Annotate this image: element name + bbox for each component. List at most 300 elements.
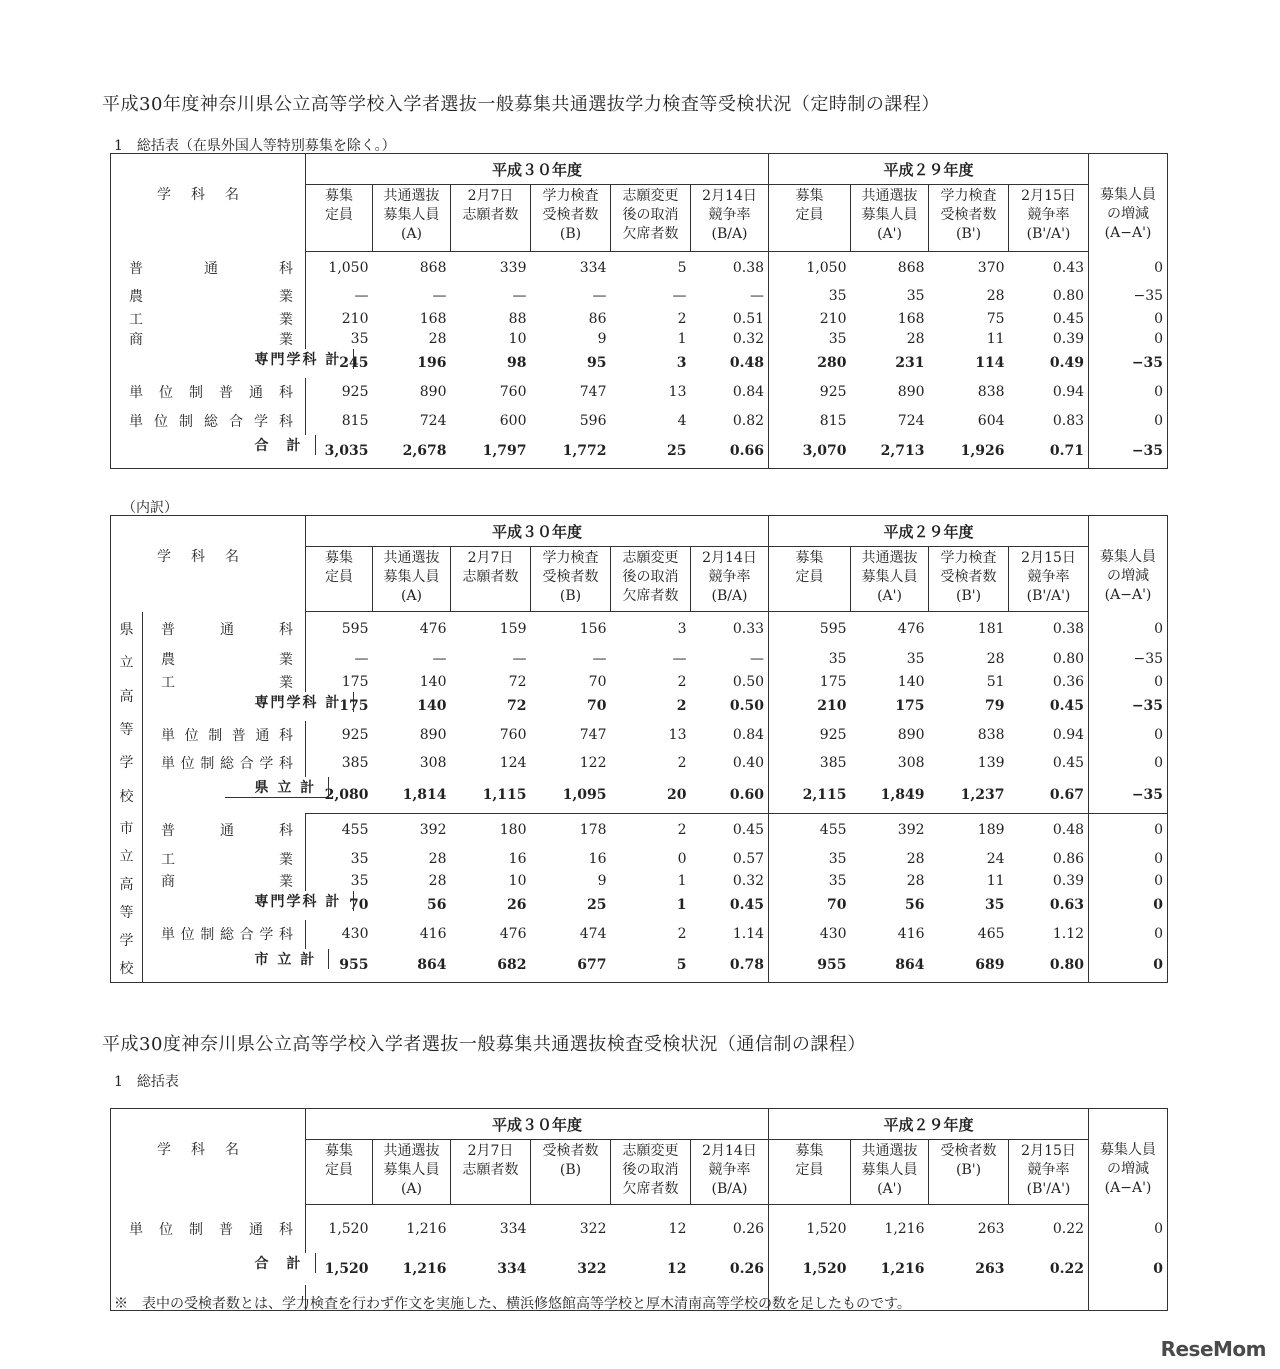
table-caption-summary-tsushinsei: 1 総括表 bbox=[114, 1074, 179, 1090]
value-cell: 334 bbox=[499, 1220, 527, 1237]
value-cell: 25 bbox=[667, 443, 687, 460]
header-year-h29: 平成２９年度 bbox=[769, 1109, 1089, 1140]
value-cell: 890 bbox=[419, 384, 447, 400]
value-cell: 245 bbox=[339, 355, 369, 371]
value-cell: 0.84 bbox=[691, 721, 769, 750]
value-cell: 0.26 bbox=[691, 1205, 769, 1253]
value-cell: 596 bbox=[579, 412, 607, 429]
table-row bbox=[111, 871, 1168, 891]
value-cell: 72 bbox=[508, 673, 527, 690]
value-cell: — bbox=[672, 651, 687, 667]
value-cell: 263 bbox=[977, 1220, 1005, 1237]
value-cell: 689 bbox=[975, 957, 1005, 974]
value-cell: 385 bbox=[819, 755, 847, 771]
value-cell: 0.45 bbox=[1009, 692, 1089, 721]
value-cell: 1.12 bbox=[1009, 920, 1089, 949]
value-cell: 1,814 bbox=[373, 777, 451, 814]
value-cell: 25 bbox=[587, 897, 607, 913]
value-cell: 168 bbox=[897, 310, 925, 327]
value-cell: 70 bbox=[588, 673, 607, 690]
value-cell: 1,216 bbox=[880, 1260, 925, 1277]
header-col-h30: 学力検査 受検者数 (B) bbox=[531, 185, 611, 252]
value-cell: 35 bbox=[828, 330, 847, 347]
value-cell: 392 bbox=[897, 822, 925, 839]
section-title-tsushinsei: 平成30度神奈川県公立高等学校入学者選抜一般募集共通選抜検査受検状況（通信制の課程） bbox=[102, 1034, 866, 1055]
table-row bbox=[111, 920, 1168, 949]
department-name: 単位制普通科 bbox=[111, 1205, 306, 1253]
value-cell: 0 bbox=[1154, 1220, 1164, 1237]
header-department-name: 学科名 bbox=[111, 516, 306, 612]
value-cell: — bbox=[672, 288, 687, 304]
header-col-h29: 募集 定員 bbox=[769, 1140, 851, 1205]
value-cell: 0.83 bbox=[1009, 407, 1089, 435]
value-cell: 0.40 bbox=[691, 750, 769, 777]
value-cell: 864 bbox=[417, 957, 447, 974]
value-cell: 0 bbox=[1154, 259, 1164, 276]
value-cell: 13 bbox=[668, 727, 687, 743]
resemom-logo: ReseMom bbox=[1160, 1337, 1266, 1361]
value-cell: 0.60 bbox=[691, 777, 769, 814]
department-name: 商 業 bbox=[111, 329, 306, 349]
department-name: 県 立 計 bbox=[225, 777, 330, 798]
group-char: 学 bbox=[119, 755, 134, 772]
value-cell: 322 bbox=[577, 1260, 607, 1277]
value-cell: 1,050 bbox=[806, 259, 847, 276]
subtotal-row bbox=[111, 692, 1168, 721]
value-cell: 0.36 bbox=[1009, 672, 1089, 692]
value-cell: 3 bbox=[676, 355, 687, 371]
table-row bbox=[111, 1205, 1168, 1253]
value-cell: 0.82 bbox=[691, 407, 769, 435]
department-name: 単位制総合学科 bbox=[111, 407, 306, 435]
value-cell: 1 bbox=[677, 330, 687, 347]
value-cell: 465 bbox=[977, 926, 1005, 942]
value-cell: 1,050 bbox=[328, 259, 369, 276]
value-cell: 56 bbox=[905, 897, 925, 913]
school-group-label bbox=[111, 814, 143, 983]
header-col-h30: 志願変更 後の取消 欠席者数 bbox=[611, 185, 691, 252]
group-char: 等 bbox=[119, 722, 134, 739]
value-cell: 0.50 bbox=[691, 672, 769, 692]
value-cell: 13 bbox=[668, 384, 687, 400]
value-cell: 925 bbox=[341, 384, 369, 400]
school-group-label-text bbox=[111, 814, 142, 982]
department-name: 普 通 科 bbox=[143, 814, 306, 847]
header-col-h30: 2月7日 志願者数 bbox=[451, 1140, 531, 1205]
department-name: 農 業 bbox=[111, 284, 306, 309]
table-row bbox=[111, 407, 1168, 435]
value-cell: 86 bbox=[588, 310, 607, 327]
value-cell: — bbox=[512, 651, 527, 667]
value-cell: 0.45 bbox=[1009, 750, 1089, 777]
value-cell: −35 bbox=[1133, 288, 1164, 304]
value-cell: 1,520 bbox=[802, 1260, 847, 1277]
value-cell: 955 bbox=[339, 957, 369, 974]
table-row bbox=[111, 750, 1168, 777]
header-col-h30: 共通選抜 募集人員 (A) bbox=[373, 1140, 451, 1205]
value-cell: 1,797 bbox=[482, 443, 527, 460]
header-capacity-change: 募集人員 の増減 (A−A') bbox=[1089, 1109, 1168, 1205]
table-row bbox=[111, 252, 1168, 284]
header-col-h30: 2月14日 競争率 (B/A) bbox=[691, 1140, 769, 1205]
header-col-h30: 受検者数 (B) bbox=[531, 1140, 611, 1205]
header-year-h29: 平成２９年度 bbox=[769, 516, 1089, 547]
table-row bbox=[111, 814, 1168, 847]
value-cell: 0 bbox=[1154, 330, 1164, 347]
department-name: 単位制総合学科 bbox=[143, 920, 306, 949]
department-name: 単位制普通科 bbox=[111, 378, 306, 407]
value-cell: −35 bbox=[1131, 698, 1164, 714]
department-name: 工 業 bbox=[111, 309, 306, 329]
school-group-label bbox=[111, 612, 143, 814]
value-cell: 0 bbox=[1154, 621, 1164, 637]
value-cell: 72 bbox=[507, 698, 527, 714]
value-cell: 334 bbox=[579, 259, 607, 276]
department-name: 市 立 計 bbox=[225, 949, 330, 969]
value-cell: −35 bbox=[1133, 651, 1164, 667]
header-col-h29: 学力検査 受検者数 (B') bbox=[929, 547, 1009, 612]
value-cell: 3,035 bbox=[324, 443, 369, 460]
value-cell: 98 bbox=[507, 355, 527, 371]
value-cell: 0.39 bbox=[1009, 329, 1089, 349]
value-cell: 385 bbox=[341, 755, 369, 771]
value-cell: 815 bbox=[341, 412, 369, 429]
value-cell: 0 bbox=[1154, 310, 1164, 327]
value-cell: 0.94 bbox=[1009, 378, 1089, 407]
value-cell: 0.48 bbox=[1009, 814, 1089, 847]
table-row bbox=[111, 309, 1168, 329]
footnote: ※ 表中の受検者数とは、学力検査を行わず作文を実施した、横浜修悠館高等学校と厚木清南高等学校の数を足したものです。 bbox=[114, 1296, 911, 1312]
department-name: 工 業 bbox=[143, 672, 306, 692]
value-cell: 2,115 bbox=[769, 777, 851, 814]
spacer-cell bbox=[929, 1285, 1009, 1311]
value-cell: 11 bbox=[986, 872, 1005, 889]
header-col-h30: 志願変更 後の取消 欠席者数 bbox=[611, 547, 691, 612]
header-col-h29: 共通選抜 募集人員 (A') bbox=[851, 185, 929, 252]
group-char: 学 bbox=[119, 932, 134, 949]
value-cell: 28 bbox=[428, 850, 447, 867]
value-cell: 35 bbox=[828, 651, 847, 667]
value-cell: 1,520 bbox=[328, 1220, 369, 1237]
value-cell: 0 bbox=[1154, 412, 1164, 429]
value-cell: — bbox=[432, 288, 447, 304]
value-cell: 139 bbox=[977, 755, 1005, 771]
value-cell: 28 bbox=[906, 330, 925, 347]
subtotal-row bbox=[111, 949, 1168, 983]
value-cell: 168 bbox=[419, 310, 447, 327]
table-row bbox=[111, 847, 1168, 871]
value-cell: 476 bbox=[499, 926, 527, 942]
value-cell: 0 bbox=[1154, 384, 1164, 400]
value-cell: — bbox=[354, 651, 369, 667]
department-name: 単位制普通科 bbox=[143, 721, 306, 750]
department-name: 単位制総合学科 bbox=[143, 750, 306, 777]
value-cell: 28 bbox=[986, 288, 1005, 304]
header-col-h30: 志願変更 後の取消 欠席者数 bbox=[611, 1140, 691, 1205]
value-cell: 600 bbox=[499, 412, 527, 429]
value-cell: 175 bbox=[819, 673, 847, 690]
value-cell: 0.57 bbox=[691, 847, 769, 871]
value-cell: 75 bbox=[986, 310, 1005, 327]
value-cell: 0 bbox=[1154, 850, 1164, 867]
value-cell: 181 bbox=[977, 621, 1005, 638]
header-col-h30: 2月14日 競争率 (B/A) bbox=[691, 185, 769, 252]
value-cell: 476 bbox=[419, 621, 447, 638]
value-cell: 308 bbox=[897, 755, 925, 771]
table-row bbox=[111, 329, 1168, 349]
value-cell: 9 bbox=[597, 330, 607, 347]
value-cell: 0.22 bbox=[1009, 1253, 1089, 1285]
value-cell: 51 bbox=[986, 673, 1005, 690]
value-cell: 1 bbox=[676, 897, 687, 913]
value-cell: 0 bbox=[1153, 1260, 1164, 1277]
value-cell: 263 bbox=[975, 1260, 1005, 1277]
value-cell: 1,216 bbox=[402, 1260, 447, 1277]
value-cell: 0.66 bbox=[691, 435, 769, 469]
group-char: 立 bbox=[119, 655, 134, 672]
header-year-h29: 平成２９年度 bbox=[769, 154, 1089, 185]
value-cell: 35 bbox=[350, 330, 369, 347]
value-cell: −35 bbox=[1131, 443, 1164, 460]
value-cell: 0 bbox=[1154, 926, 1164, 942]
value-cell: 0.32 bbox=[691, 871, 769, 891]
value-cell: 747 bbox=[579, 384, 607, 400]
value-cell: 1,520 bbox=[806, 1220, 847, 1237]
value-cell: 140 bbox=[897, 673, 925, 690]
value-cell: 114 bbox=[975, 355, 1005, 371]
table-row bbox=[111, 647, 1168, 672]
value-cell: 2,080 bbox=[306, 777, 373, 814]
value-cell: 35 bbox=[985, 897, 1005, 913]
value-cell: 1,772 bbox=[562, 443, 607, 460]
value-cell: 210 bbox=[819, 310, 847, 327]
value-cell: 1,095 bbox=[531, 777, 611, 814]
value-cell: 178 bbox=[579, 822, 607, 839]
school-group-label-text bbox=[111, 613, 142, 813]
value-cell: 70 bbox=[349, 897, 369, 913]
group-char: 校 bbox=[119, 960, 134, 977]
value-cell: 28 bbox=[428, 872, 447, 889]
value-cell: 925 bbox=[341, 727, 369, 743]
value-cell: 890 bbox=[897, 727, 925, 743]
spacer-cell bbox=[1089, 1285, 1168, 1311]
header-col-h30: 2月14日 競争率 (B/A) bbox=[691, 547, 769, 612]
value-cell: 0 bbox=[1154, 755, 1164, 771]
value-cell: 0.84 bbox=[691, 378, 769, 407]
value-cell: 0.67 bbox=[1009, 777, 1089, 814]
value-cell: 747 bbox=[579, 727, 607, 743]
value-cell: 26 bbox=[507, 897, 527, 913]
header-col-h29: 学力検査 受検者数 (B') bbox=[929, 185, 1009, 252]
value-cell: 868 bbox=[897, 259, 925, 276]
value-cell: 416 bbox=[897, 926, 925, 942]
value-cell: — bbox=[691, 647, 769, 672]
value-cell: 760 bbox=[499, 727, 527, 743]
table-row bbox=[111, 612, 1168, 647]
value-cell: 0.43 bbox=[1009, 252, 1089, 284]
group-char: 県 bbox=[119, 622, 134, 639]
value-cell: 724 bbox=[419, 412, 447, 429]
value-cell: 0.22 bbox=[1009, 1205, 1089, 1253]
department-name: 農 業 bbox=[143, 647, 306, 672]
value-cell: 231 bbox=[895, 355, 925, 371]
value-cell: 815 bbox=[819, 412, 847, 429]
value-cell: 2 bbox=[676, 698, 687, 714]
value-cell: 2 bbox=[677, 310, 687, 327]
value-cell: — bbox=[432, 651, 447, 667]
value-cell: 189 bbox=[977, 822, 1005, 839]
value-cell: 1,115 bbox=[451, 777, 531, 814]
value-cell: 28 bbox=[986, 651, 1005, 667]
value-cell: 35 bbox=[350, 872, 369, 889]
value-cell: — bbox=[512, 288, 527, 304]
value-cell: 0.80 bbox=[1009, 284, 1089, 309]
value-cell: 175 bbox=[895, 698, 925, 714]
header-year-h30: 平成３０年度 bbox=[306, 154, 769, 185]
value-cell: 35 bbox=[828, 288, 847, 304]
header-col-h30: 共通選抜 募集人員 (A) bbox=[373, 185, 451, 252]
header-department-name: 学科名 bbox=[111, 1109, 306, 1205]
value-cell: 868 bbox=[419, 259, 447, 276]
value-cell: 838 bbox=[977, 727, 1005, 743]
value-cell: 864 bbox=[895, 957, 925, 974]
value-cell: 16 bbox=[508, 850, 527, 867]
department-name: 普 通 科 bbox=[143, 612, 306, 647]
value-cell: 3,070 bbox=[802, 443, 847, 460]
value-cell: 12 bbox=[668, 1220, 687, 1237]
value-cell: 0.49 bbox=[1009, 349, 1089, 378]
department-name: 専門学科 計 bbox=[225, 692, 355, 712]
value-cell: 0.63 bbox=[1009, 891, 1089, 920]
header-year-h30: 平成３０年度 bbox=[306, 1109, 769, 1140]
value-cell: 682 bbox=[497, 957, 527, 974]
value-cell: 9 bbox=[597, 872, 607, 889]
value-cell: 334 bbox=[497, 1260, 527, 1277]
value-cell: 1,849 bbox=[851, 777, 929, 814]
value-cell: 890 bbox=[419, 727, 447, 743]
value-cell: 3 bbox=[677, 621, 687, 638]
value-cell: 35 bbox=[906, 288, 925, 304]
header-col-h30: 募集 定員 bbox=[306, 547, 373, 612]
table-row bbox=[111, 721, 1168, 750]
value-cell: 28 bbox=[428, 330, 447, 347]
value-cell: 595 bbox=[341, 621, 369, 638]
value-cell: 0 bbox=[677, 850, 687, 867]
value-cell: 474 bbox=[579, 926, 607, 942]
group-char: 等 bbox=[119, 904, 134, 921]
value-cell: 10 bbox=[508, 330, 527, 347]
value-cell: 0.48 bbox=[691, 349, 769, 378]
value-cell: 122 bbox=[579, 755, 607, 771]
value-cell: 70 bbox=[827, 897, 847, 913]
value-cell: 2 bbox=[677, 926, 687, 942]
value-cell: 430 bbox=[341, 926, 369, 942]
value-cell: 95 bbox=[587, 355, 607, 371]
value-cell: 210 bbox=[817, 698, 847, 714]
value-cell: 0.45 bbox=[691, 891, 769, 920]
header-col-h30: 2月7日 志願者数 bbox=[451, 547, 531, 612]
value-cell: −35 bbox=[1131, 355, 1164, 371]
value-cell: 280 bbox=[817, 355, 847, 371]
value-cell: −35 bbox=[1089, 777, 1168, 814]
value-cell: 210 bbox=[341, 310, 369, 327]
value-cell: 10 bbox=[508, 872, 527, 889]
subtotal-row bbox=[111, 435, 1168, 469]
value-cell: 0.86 bbox=[1009, 847, 1089, 871]
value-cell: 0.78 bbox=[691, 949, 769, 983]
value-cell: 0.45 bbox=[691, 814, 769, 847]
spacer-cell bbox=[1009, 1285, 1089, 1311]
value-cell: 5 bbox=[677, 259, 687, 276]
value-cell: 16 bbox=[588, 850, 607, 867]
department-name: 普 通 科 bbox=[111, 252, 306, 284]
value-cell: 175 bbox=[339, 698, 369, 714]
value-cell: 0.71 bbox=[1009, 435, 1089, 469]
breakdown-label: （内訳） bbox=[122, 500, 178, 516]
value-cell: 455 bbox=[819, 822, 847, 839]
value-cell: 0 bbox=[1154, 727, 1164, 743]
value-cell: 838 bbox=[977, 384, 1005, 400]
value-cell: 0 bbox=[1153, 957, 1164, 974]
value-cell: 1,216 bbox=[884, 1220, 925, 1237]
value-cell: 1,216 bbox=[406, 1220, 447, 1237]
value-cell: 11 bbox=[986, 330, 1005, 347]
table-caption-summary: 1 総括表（在県外国人等特別募集を除く。） bbox=[114, 138, 396, 154]
header-col-h29: 共通選抜 募集人員 (A') bbox=[851, 547, 929, 612]
value-cell: 156 bbox=[579, 621, 607, 638]
value-cell: 79 bbox=[985, 698, 1005, 714]
value-cell: 0 bbox=[1154, 822, 1164, 839]
value-cell: 724 bbox=[897, 412, 925, 429]
value-cell: 1,520 bbox=[324, 1260, 369, 1277]
department-name: 専門学科 計 bbox=[225, 891, 355, 911]
group-char: 高 bbox=[119, 876, 134, 893]
subtotal-row bbox=[111, 777, 1168, 814]
value-cell: 0.50 bbox=[691, 692, 769, 721]
value-cell: 677 bbox=[577, 957, 607, 974]
value-cell: 124 bbox=[499, 755, 527, 771]
value-cell: 2,713 bbox=[880, 443, 925, 460]
value-cell: 196 bbox=[417, 355, 447, 371]
value-cell: 28 bbox=[906, 872, 925, 889]
value-cell: 0 bbox=[1154, 872, 1164, 889]
header-col-h29: 2月15日 競争率 (B'/A') bbox=[1009, 185, 1089, 252]
value-cell: 1 bbox=[677, 872, 687, 889]
value-cell: 4 bbox=[677, 412, 687, 429]
department-name: 合 計 bbox=[225, 435, 316, 455]
value-cell: 1,926 bbox=[960, 443, 1005, 460]
value-cell: — bbox=[691, 284, 769, 309]
value-cell: 416 bbox=[419, 926, 447, 942]
value-cell: 322 bbox=[579, 1220, 607, 1237]
value-cell: 12 bbox=[667, 1260, 687, 1277]
value-cell: 2 bbox=[677, 673, 687, 690]
header-department-name: 学科名 bbox=[111, 154, 306, 252]
value-cell: 455 bbox=[341, 822, 369, 839]
value-cell: 2 bbox=[677, 755, 687, 771]
value-cell: 20 bbox=[611, 777, 691, 814]
value-cell: 430 bbox=[819, 926, 847, 942]
header-col-h30: 共通選抜 募集人員 (A) bbox=[373, 547, 451, 612]
value-cell: 140 bbox=[419, 673, 447, 690]
value-cell: 140 bbox=[417, 698, 447, 714]
department-name: 工 業 bbox=[143, 847, 306, 871]
value-cell: 955 bbox=[817, 957, 847, 974]
breakdown-table-teijisei bbox=[110, 515, 1168, 983]
value-cell: 1,237 bbox=[929, 777, 1009, 814]
value-cell: 476 bbox=[897, 621, 925, 638]
subtotal-row bbox=[111, 1253, 1168, 1285]
